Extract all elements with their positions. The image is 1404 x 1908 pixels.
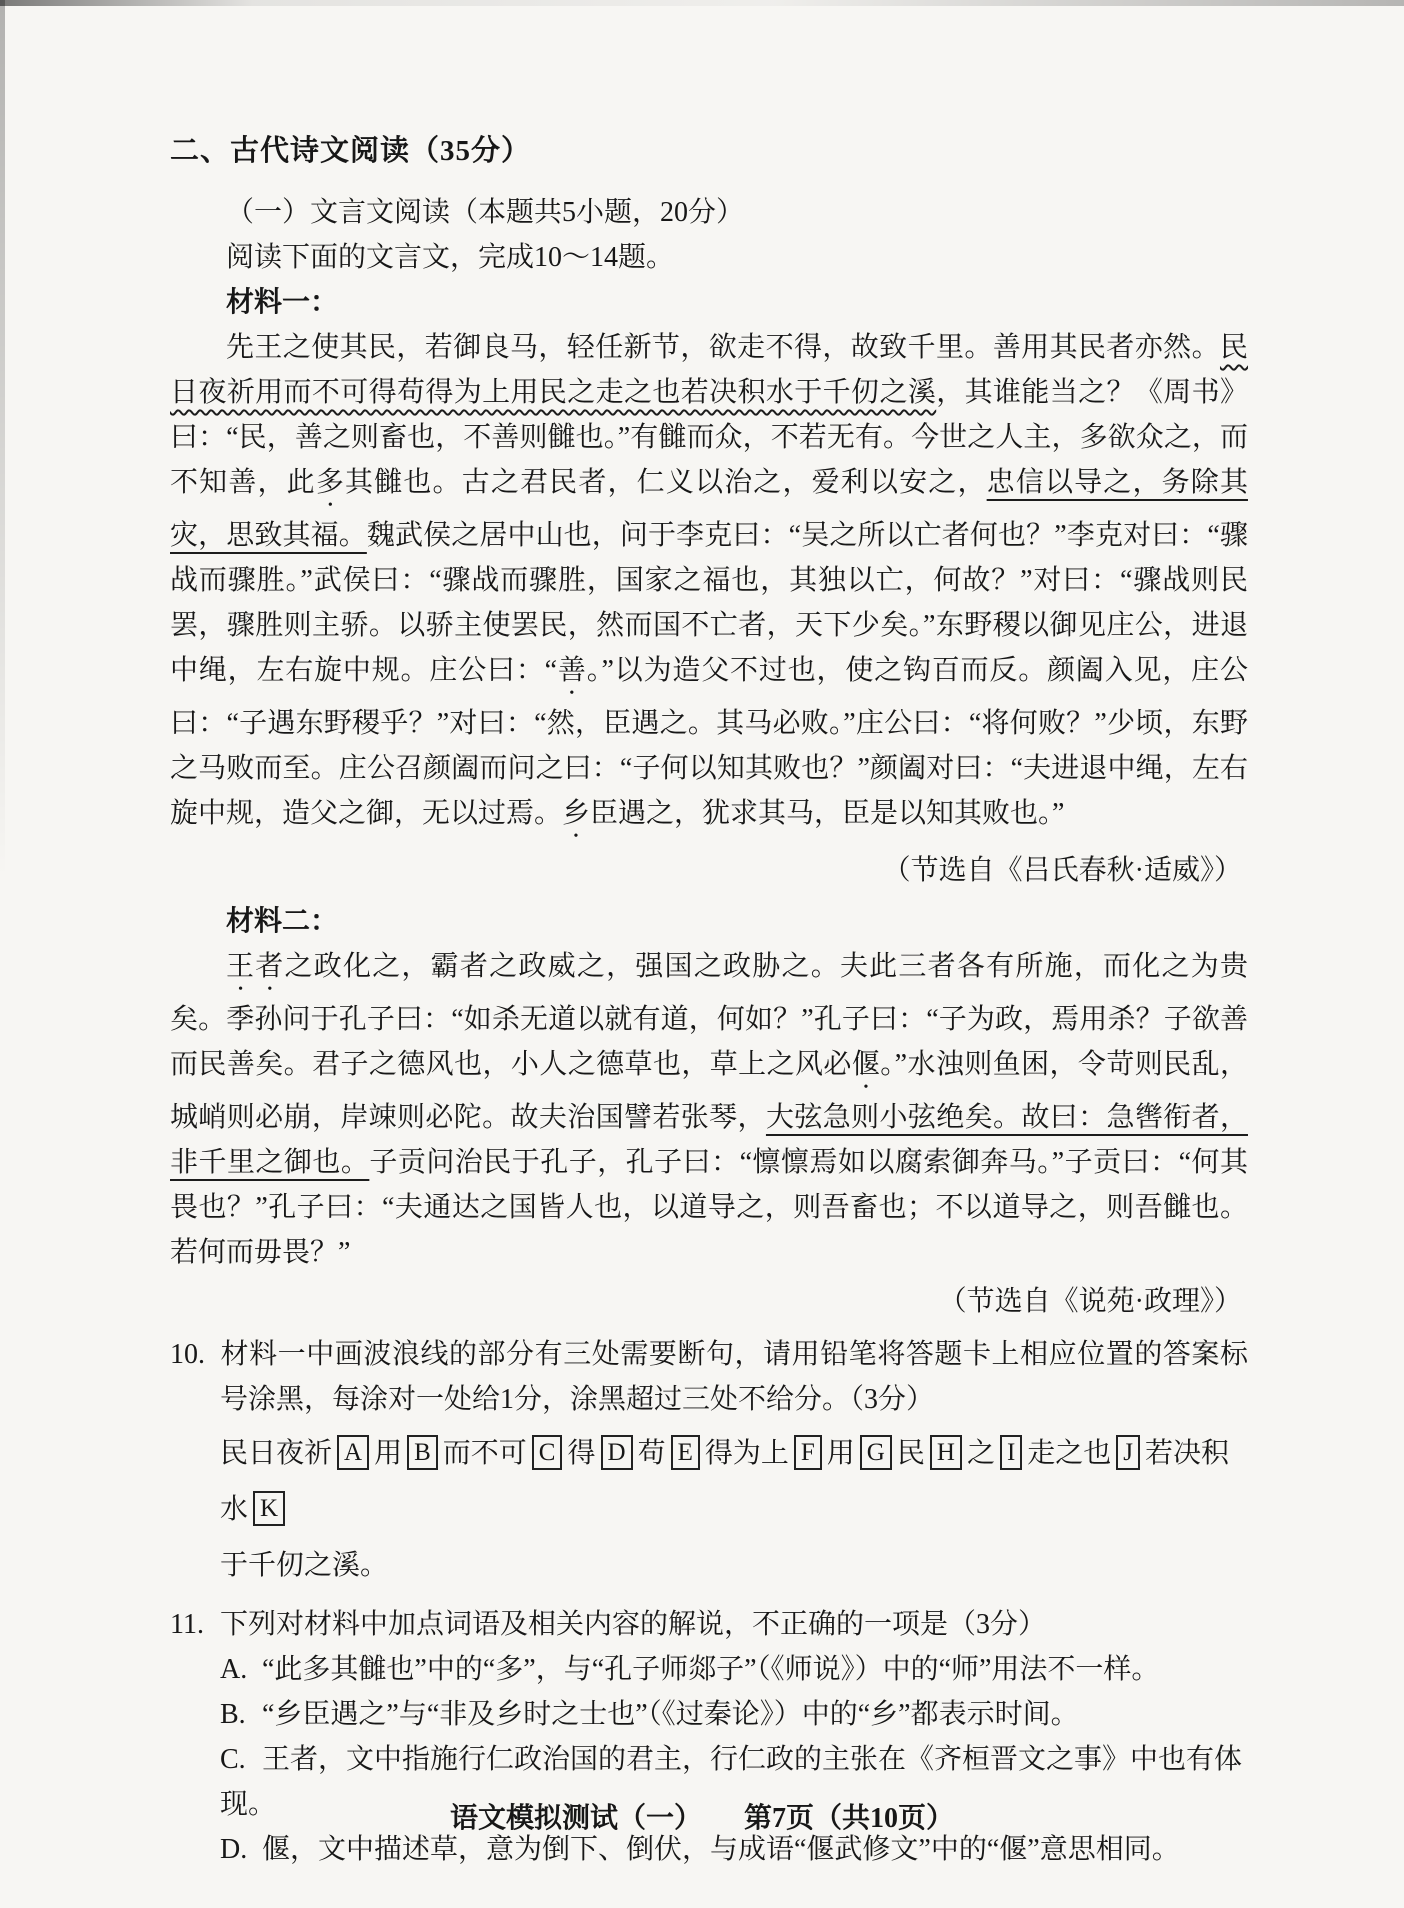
material-2-source: （节选自《说苑·政理》） <box>938 1286 1242 1317</box>
text-segment-box: I <box>1000 1435 1022 1470</box>
material-1-label: 材料一： <box>226 287 339 318</box>
question-10-stem <box>170 1332 1248 1422</box>
text-segment-normal: 而不可 <box>442 1438 527 1469</box>
text-segment-normal: 之 <box>966 1438 995 1469</box>
question-11-number: 11. <box>170 1609 204 1640</box>
text-segment-dot: 乡 <box>562 798 591 829</box>
text-segment-normal: 臣遇之，犹求其马，臣是以知其败也。” <box>590 798 1065 829</box>
text-segment-normal: 魏武侯之居中山也，问于李克曰：“吴之所以亡者何也？”李克对曰：“骤战而骤胜。”武侯曰：“骤战而骤胜，国家之福也，其独以亡，何故？”对曰：“骤战则民罢，骤胜则主骄。以骄主使罢民，然而国不亡者，天下少矣。”东野稷以御见庄公，进退中绳，左右旋中规。庄公曰：“ <box>170 520 1248 686</box>
text-segment-normal: 民 <box>896 1438 925 1469</box>
text-segment-wavy: 民日夜祈用而不可得苟得为上用民之走之也若决积水于千仞之溪 <box>170 332 1248 408</box>
question-10 <box>170 1332 1248 1594</box>
text-segment-normal: 其雠也。古之君民者，仁义以治之，爱利以安之， <box>345 467 987 498</box>
question-11-option-a <box>170 1647 1248 1692</box>
material-1-source: （节选自《吕氏春秋·适威》） <box>882 855 1242 886</box>
text-segment-normal: 之政化之，霸者之政威之，强国之政胁之。夫此三者各有所施，而化之为贵矣。季孙问于孔子曰：“如杀无道以就有道，何如？”孔子曰：“子为政，焉用杀？子欲善而民善矣。君子之德风也，小人之德草也，草上之风必 <box>170 951 1248 1080</box>
material-1-text <box>170 325 1248 844</box>
page-footer: 语文模拟测试（一） 第7页（共10页） <box>449 1803 954 1834</box>
text-segment-normal: 得为上 <box>704 1438 789 1469</box>
option-c-label: C. <box>220 1744 246 1775</box>
option-a-label: A. <box>220 1654 248 1685</box>
question-10-number: 10. <box>170 1339 205 1370</box>
text-segment-dot: 王者 <box>226 951 285 982</box>
text-segment-underline: 忠信以导之，务除其灾，思致其福。 <box>170 467 1248 551</box>
text-segment-normal: 走之也 <box>1027 1438 1112 1469</box>
text-segment-box: H <box>930 1435 962 1470</box>
text-segment-box: K <box>253 1491 285 1526</box>
text-segment-dot: 多 <box>315 467 345 498</box>
question-10-sentence <box>170 1426 1248 1594</box>
text-segment-dot: 偃 <box>851 1049 881 1080</box>
text-segment-box: J <box>1116 1435 1140 1470</box>
text-segment-normal: 苟 <box>637 1438 666 1469</box>
question-11-option-b <box>170 1692 1248 1737</box>
scan-edge-artifact <box>0 0 1404 6</box>
question-10-stem-text: 材料一中画波浪线的部分有三处需要断句，请用铅笔将答题卡上相应位置的答案标号涂黑，每涂对一处给1分，涂黑超过三处不给分。（3分） <box>220 1339 1248 1415</box>
text-segment-normal: ，其谁能当之？《周书》曰：“民，善之则畜也，不善则雠也。”有雠而众，不若无有。今世之人主，多欲众之，而不知善，此 <box>170 377 1248 498</box>
text-segment-box: A <box>337 1435 369 1470</box>
text-segment-box: B <box>407 1435 438 1470</box>
text-segment-normal: 子贡问治民于孔子，孔子曰：“懔懔焉如以腐索御奔马。”子贡曰：“何其畏也？”孔子曰：“夫通达之国皆人也，以道导之，则吾畜也；不以道导之，则吾雠也。若何而毋畏？” <box>170 1147 1248 1268</box>
text-segment-normal: 用 <box>826 1438 855 1469</box>
text-segment-normal: 得 <box>567 1438 596 1469</box>
page-content <box>170 128 1248 1872</box>
text-segment-box: D <box>601 1435 633 1470</box>
text-segment-normal: 。”以为造父不过也，使之钩百而反。颜阖入见，庄公曰：“子遇东野稷乎？”对曰：“然，臣遇之。其马必败。”庄公曰：“将何败？”少顷，东野之马败而至。庄公召颜阖而问之曰：“子何以知其败也？”颜阖对曰：“夫进退中绳，左右旋中规，造父之御，无以过焉。 <box>170 655 1248 829</box>
option-a-text: “此多其雠也”中的“多”，与“孔子师郯子”（《师说》）中的“师”用法不一样。 <box>262 1654 1160 1685</box>
subsection-title: （一）文言文阅读（本题共5小题，20分） <box>226 197 745 228</box>
option-b-label: B. <box>220 1699 246 1730</box>
reading-instruction: 阅读下面的文言文，完成10～14题。 <box>226 242 675 273</box>
text-segment-box: G <box>860 1435 892 1470</box>
text-segment-normal: 民日夜祈 <box>220 1438 333 1469</box>
text-segment-dot: 善 <box>557 655 587 686</box>
text-segment-normal: 若决积水 <box>220 1438 1230 1525</box>
option-d-text: 偃，文中描述草，意为倒下、倒伏，与成语“偃武修文”中的“偃”意思相同。 <box>262 1834 1180 1865</box>
text-segment-normal: 用 <box>374 1438 403 1469</box>
question-11-stem <box>170 1602 1248 1647</box>
option-c-text: 王者，文中指施行仁政治国的君主，行仁政的主张在《齐桓晋文之事》中也有体现。 <box>220 1744 1243 1820</box>
option-d-label: D. <box>220 1834 248 1865</box>
question-11-stem-text: 下列对材料中加点词语及相关内容的解说，不正确的一项是（3分） <box>220 1609 1047 1640</box>
text-segment-normal: 先王之使其民，若御良马，轻任新节，欲走不得，故致千里。善用其民者亦然。 <box>226 332 1220 363</box>
text-segment-normal: 于千仞之溪。 <box>220 1550 389 1581</box>
text-segment-box: C <box>532 1435 563 1470</box>
scan-edge-artifact-left <box>0 0 5 878</box>
text-segment-box: E <box>671 1435 700 1470</box>
option-b-text: “乡臣遇之”与“非及乡时之士也”（《过秦论》）中的“乡”都表示时间。 <box>262 1699 1079 1730</box>
material-2-text <box>170 944 1248 1275</box>
text-segment-normal: 。”水浊则鱼困，令苛则民乱，城峭则必崩，岸竦则必陀。故夫治国譬若张琴， <box>170 1049 1248 1133</box>
material-2-label: 材料二： <box>226 906 339 937</box>
text-segment-underline: 大弦急则小弦绝矣。故曰：急辔衔者，非千里之御也。 <box>170 1102 1248 1178</box>
text-segment-box: F <box>794 1435 822 1470</box>
section-title: 二、古代诗文阅读（35分） <box>170 135 532 167</box>
